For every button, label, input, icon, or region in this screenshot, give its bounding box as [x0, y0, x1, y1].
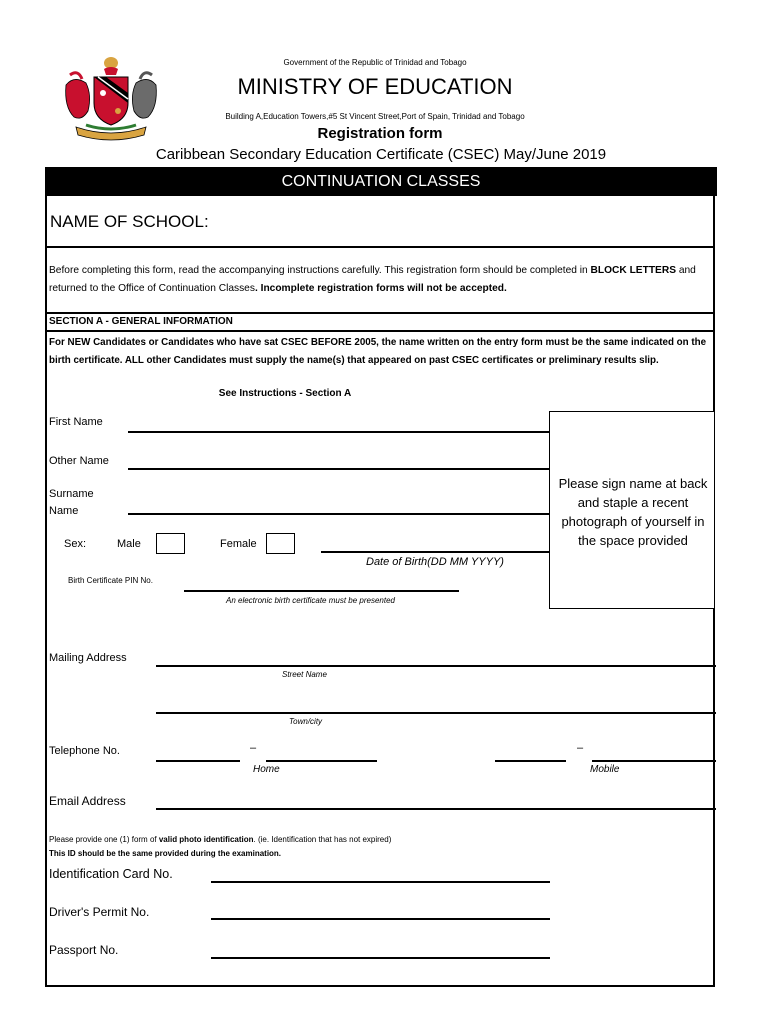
mobile-phone-dash: – [577, 742, 584, 754]
mailing-address-label: Mailing Address [49, 652, 127, 664]
surname-label-2: Name [49, 505, 79, 517]
photo-id-note-part2: . (ie. Identification that has not expired) [253, 835, 392, 844]
mobile-phone-area-input[interactable] [495, 760, 566, 762]
date-of-birth-input[interactable] [321, 551, 549, 553]
birth-certificate-input[interactable] [184, 590, 459, 592]
photo-id-note-line2: This ID should be the same provided during the examination. [49, 849, 282, 858]
female-checkbox[interactable] [266, 533, 295, 554]
school-name-input[interactable] [210, 204, 710, 240]
street-name-label: Street Name [282, 670, 327, 679]
instructions-bold1: BLOCK LETTERS [590, 265, 676, 276]
town-city-input[interactable] [156, 712, 716, 714]
street-name-input[interactable] [156, 665, 716, 667]
school-name-label: NAME OF SCHOOL: [50, 212, 209, 231]
see-instructions: See Instructions - Section A [218, 388, 352, 399]
passport-label: Passport No. [49, 943, 119, 957]
sex-label: Sex: [64, 538, 87, 550]
exam-title: Caribbean Secondary Education Certificate (CSEC) May/June 2019 [155, 146, 607, 163]
passport-input[interactable] [211, 957, 550, 959]
mobile-phone-number-input[interactable] [592, 760, 716, 762]
coat-of-arms-emblem [56, 55, 166, 145]
home-phone-area-input[interactable] [156, 760, 240, 762]
drivers-permit-input[interactable] [211, 918, 550, 920]
date-of-birth-label: Date of Birth(DD MM YYYY) [366, 556, 504, 568]
id-card-input[interactable] [211, 881, 550, 883]
home-phone-number-input[interactable] [266, 760, 377, 762]
telephone-label: Telephone No. [49, 745, 120, 757]
first-name-label: First Name [49, 416, 103, 428]
section-a-title: SECTION A - GENERAL INFORMATION [49, 316, 233, 327]
ministry-address: Building A,Education Towers,#5 St Vincent Street,Port of Spain, Trinidad and Tobago [225, 112, 525, 121]
female-label: Female [220, 538, 257, 550]
instructions-part2: and returned to the Office of Continuation Classes [49, 265, 696, 294]
surname-label-1: Surname [49, 488, 94, 500]
government-line: Government of the Republic of Trinidad and Tobago [283, 58, 467, 67]
instructions-text [49, 262, 709, 298]
photo-id-note-bold: valid photo identification [158, 835, 254, 844]
other-name-label: Other Name [49, 455, 109, 467]
mobile-phone-label: Mobile [590, 764, 620, 775]
home-phone-label: Home [253, 764, 280, 775]
email-label: Email Address [49, 794, 126, 808]
birth-certificate-note: An electronic birth certificate must be presented [226, 596, 395, 605]
photo-instruction: Please sign name at back and staple a recent photograph of yourself in the space provided [558, 476, 708, 548]
divider [45, 330, 715, 332]
male-checkbox[interactable] [156, 533, 185, 554]
drivers-permit-label: Driver's Permit No. [49, 905, 150, 919]
photo-id-note-part1: Please provide one (1) form of [49, 835, 159, 844]
form-title: Registration form [317, 125, 443, 142]
divider [45, 312, 715, 314]
ministry-title: MINISTRY OF EDUCATION [237, 74, 513, 99]
first-name-input[interactable] [128, 431, 549, 433]
email-input[interactable] [156, 808, 716, 810]
surname-input[interactable] [128, 513, 549, 515]
home-phone-dash: – [250, 742, 257, 754]
continuation-classes-banner: CONTINUATION CLASSES [45, 167, 717, 196]
photo-id-note [49, 835, 391, 844]
instructions-bold2: . Incomplete registration forms will not be accepted. [254, 283, 507, 294]
other-name-input[interactable] [128, 468, 549, 470]
town-city-label: Town/city [289, 717, 323, 726]
birth-certificate-label: Birth Certificate PIN No. [68, 576, 153, 585]
divider [45, 246, 715, 248]
male-label: Male [117, 538, 141, 550]
section-a-note: For NEW Candidates or Candidates who have sat CSEC BEFORE 2005, the name written on the entry form must be the same indicated on the birth certificate. ALL other Candidates must supply the name(s) that appeared on past CSEC certificates or preliminary results slip. [49, 337, 707, 366]
instructions-part1: Before completing this form, read the accompanying instructions carefully. This registration form should be completed in [49, 265, 591, 276]
id-card-label: Identification Card No. [49, 867, 173, 881]
